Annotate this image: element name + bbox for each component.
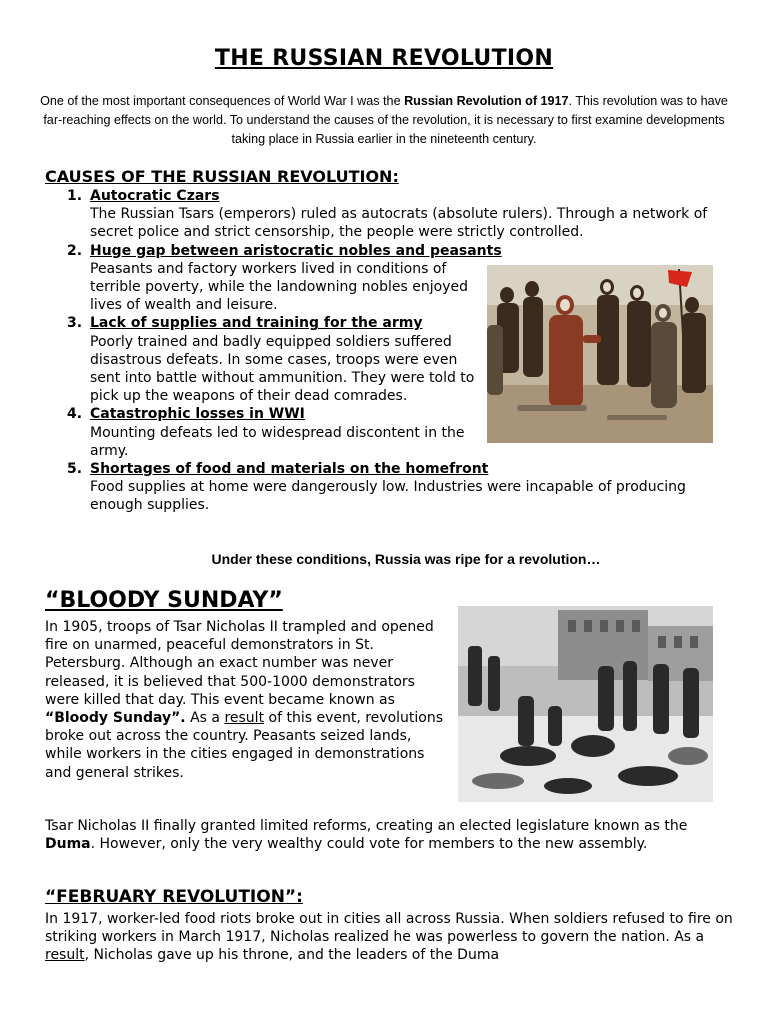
cause-heading: Lack of supplies and training for the army [90, 315, 423, 332]
ripe-line: Under these conditions, Russia was ripe for a revolution… [211, 551, 601, 567]
duma-text-a: Tsar Nicholas II finally granted limited reforms, creating an elected legislature known as the [45, 818, 688, 834]
bs-text-b: As a [185, 710, 225, 727]
cause-number: 4. [67, 406, 83, 423]
cause-heading: Huge gap between aristocratic nobles and peasants [90, 242, 502, 259]
list-item [45, 187, 725, 242]
cause-heading: Autocratic Czars [90, 188, 220, 204]
cause-body: Peasants and factory workers lived in conditions of terrible poverty, while the landowning nobles enjoyed lives of wealth and leisure. [90, 260, 468, 314]
crowd-painting-svg [487, 265, 713, 443]
bs-text-c: of this event, revolutions broke out across the country. Peasants seized lands, while workers in the cities engaged in demonstrations and general strikes. [45, 710, 444, 781]
feb-text-a: In 1917, worker-led food riots broke out in cities all across Russia. When soldiers refused to fire on striking workers in March 1917, Nicholas realized he was powerless to govern the nation. As a [45, 911, 733, 946]
feb-text-b: , Nicholas gave up his throne, and the leaders of the Duma [84, 947, 500, 964]
cause-body: The Russian Tsars (emperors) ruled as autocrats (absolute rulers). Through a network of secret police and strict censorship, the people were strictly controlled. [90, 206, 708, 241]
cause-heading: Catastrophic losses in WWI [90, 406, 305, 423]
bs-bold: “Bloody Sunday”. [45, 710, 186, 727]
cause-number: 2. [67, 242, 83, 259]
cause-number: 5. [67, 461, 83, 478]
bloody-sunday-photo [458, 606, 713, 802]
bloody-sunday-paragraph [45, 618, 447, 782]
causes-heading: CAUSES OF THE RUSSIAN REVOLUTION: [45, 167, 399, 186]
intro-text-after: . This revolution was to have far-reaching effects on the world. To understand the causes of the revolution, it is necessary to first examine developments taking place in Russia earlier in the nineteenth century. [43, 94, 728, 146]
duma-bold: Duma [45, 836, 91, 853]
intro-text-before: One of the most important consequences of World War I was the [40, 94, 405, 108]
bloody-sunday-heading: “BLOODY SUNDAY” [45, 588, 283, 613]
cause-number: 1. [67, 188, 83, 204]
cause-number: 3. [67, 315, 83, 332]
february-revolution-heading: “FEBRUARY REVOLUTION”: [45, 887, 303, 907]
revolutionary-crowd-painting [487, 265, 713, 443]
bloody-sunday-photo-svg [458, 606, 713, 802]
list-item [45, 460, 725, 515]
page-title: THE RUSSIAN REVOLUTION [214, 46, 554, 71]
cause-heading: Shortages of food and materials on the homefront [90, 461, 489, 478]
intro-bold: Russian Revolution of 1917 [404, 94, 569, 108]
cause-body: Mounting defeats led to widespread discontent in the army. [90, 424, 465, 459]
cause-body: Food supplies at home were dangerously low. Industries were incapable of producing enough supplies. [90, 479, 686, 514]
duma-text-b: . However, only the very wealthy could vote for members to the new assembly. [90, 836, 648, 853]
intro-paragraph [40, 92, 728, 149]
duma-paragraph [45, 817, 725, 853]
bs-text-a: In 1905, troops of Tsar Nicholas II trampled and opened fire on unarmed, peaceful demonstrators in St. Petersburg. Although an exact number was never released, it is believed that 500-1000 demonstrators were killed that day. This event became known as [45, 619, 434, 708]
bs-underline: result [224, 710, 265, 727]
feb-underline: result [45, 947, 85, 964]
february-paragraph [45, 910, 735, 965]
cause-body: Poorly trained and badly equipped soldiers suffered disastrous defeats. In some cases, troops were even sent into battle without ammunition. They were told to pick up the weapons of their dead comrades. [90, 333, 475, 405]
